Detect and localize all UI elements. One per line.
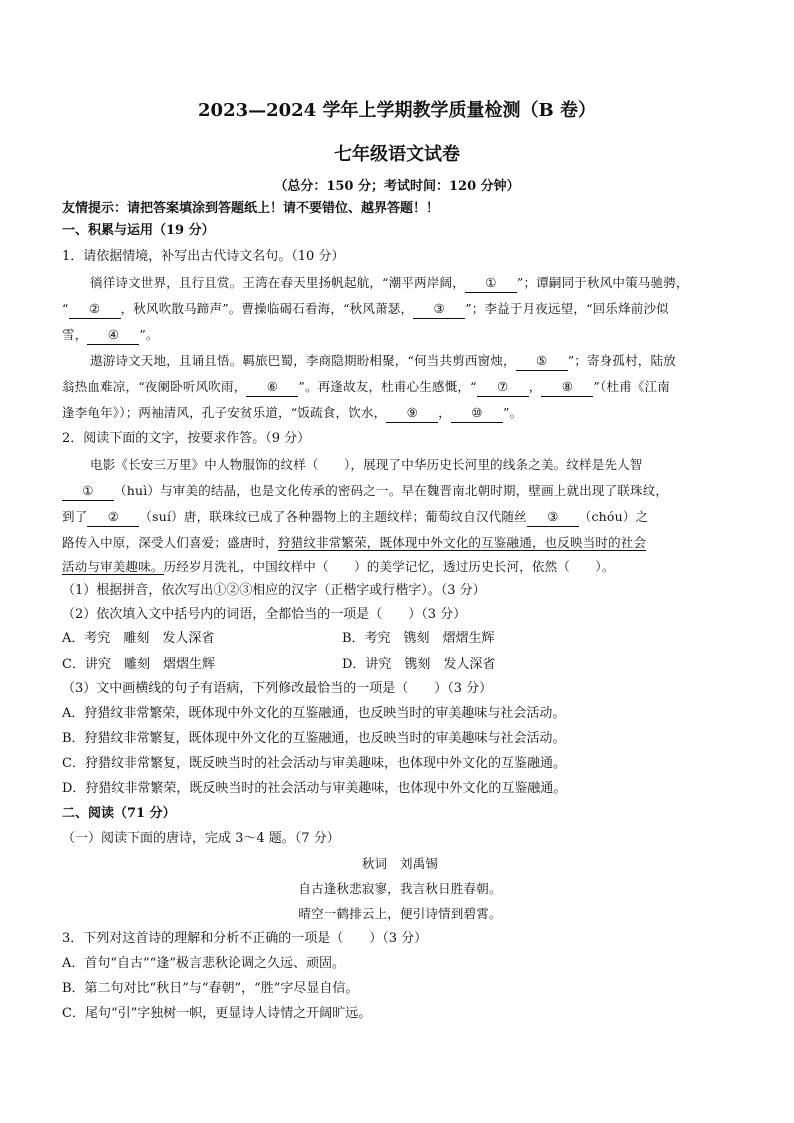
q3-option-a[interactable]: A．首句“自古”“逢”极言悲秋论调之久远、顽固。	[62, 956, 345, 971]
q2-passage-line3: 到了 ② （suí）唐，联珠纹已成了各种器物上的主题纹样；葡萄纹自汉代随丝 ③ （chóu）之	[62, 508, 738, 527]
blank-4[interactable]: ④	[87, 326, 139, 345]
q1-paragraph1-line1: 徜徉诗文世界，且行且赏。王湾在春天里扬帆起航，“潮平两岸阔， ① ”；谭嗣同于秋风中策马驰骋，	[90, 274, 740, 293]
blank-3[interactable]: ③	[413, 300, 465, 319]
q2-sub2: （2）依次填入文中括号内的词语，全都恰当的一项是（ ）（3 分）	[62, 607, 467, 622]
q1-stem: 1．请依据情境，补写出古代诗文名句。（10 分）	[62, 249, 345, 264]
option-d[interactable]: D．讲究 镌刻 发人深省	[342, 657, 496, 672]
q1-paragraph2-line2: 翁热血难凉，“夜阑卧听风吹雨， ⑥ ”。再逢故友，杜甫心生感慨，“ ⑦ ， ⑧ ”（杜甫《江南	[62, 378, 738, 397]
option-b[interactable]: B．考究 镌刻 熠熠生辉	[342, 631, 495, 646]
q2-sub3: （3）文中画横线的句子有语病，下列修改最恰当的一项是（ ）（3 分）	[62, 681, 493, 696]
section1-heading: 一、积累与运用（19 分）	[62, 223, 215, 238]
pinyin-blank-1[interactable]: ①	[62, 482, 114, 501]
section2-part1: （一）阅读下面的唐诗，完成 3～4 题。（7 分）	[62, 831, 340, 846]
exam-info: （总分：150 分；考试时间：120 分钟）	[274, 179, 520, 194]
blank-10[interactable]: ⑩	[451, 404, 503, 423]
q2-sub3-option-c[interactable]: C．狩猎纹非常繁复，既反映当时的社会活动与审美趣味，也体现中外文化的互鉴融通。	[62, 756, 566, 771]
blank-2[interactable]: ②	[69, 300, 121, 319]
q2-sub3-option-b[interactable]: B．狩猎纹非常繁复，既体现中外文化的互鉴融通，也反映当时的审美趣味与社会活动。	[62, 731, 566, 746]
q3-option-b[interactable]: B．第二句对比“秋日”与“春朝”，“胜”字尽显自信。	[62, 981, 359, 996]
q2-passage-line4: 路传入中原，深受人们喜爱；盛唐时，狩猎纹非常繁荣，既体现中外文化的互鉴融通，也反映当时的社会	[62, 535, 647, 550]
pinyin-blank-3[interactable]: ③	[527, 508, 579, 527]
q3-option-c[interactable]: C．尾句“引”字独树一帜，更显诗人诗情之开阔旷远。	[62, 1006, 372, 1021]
q1-paragraph2-line3: 逢李龟年》）；两袖清风，孔子安贫乐道，“饭疏食，饮水， ⑨ ， ⑩ ”。	[62, 404, 738, 423]
q2-stem: 2．阅读下面的文字，按要求作答。（9 分）	[62, 431, 311, 446]
blank-8[interactable]: ⑧	[541, 378, 593, 397]
poem-line2: 晴空一鹤排云上，便引诗情到碧霄。	[298, 906, 502, 921]
underlined-sentence-end: 活动与审美趣味。	[62, 559, 164, 574]
poem-title: 秋词 刘禹锡	[361, 856, 439, 871]
q2-sub3-option-a[interactable]: A．狩猎纹非常繁荣，既体现中外文化的互鉴融通，也反映当时的审美趣味与社会活动。	[62, 706, 566, 721]
underlined-sentence: 狩猎纹非常繁荣，既体现中外文化的互鉴融通，也反映当时的社会	[277, 535, 647, 550]
blank-7[interactable]: ⑦	[477, 378, 529, 397]
q2-passage-line1: 电影《长安三万里》中人物服饰的纹样（ ），展现了中华历史长河里的线条之美。纹样是先人智	[90, 457, 643, 472]
option-c[interactable]: C．讲究 雕刻 熠熠生辉	[62, 657, 215, 672]
q2-sub1: （1）根据拼音，依次写出①②③相应的汉字（正楷字或行楷字）。（3 分）	[62, 583, 486, 598]
poem-line1: 自古逢秋悲寂寥，我言秋日胜春朝。	[298, 881, 502, 896]
option-a[interactable]: A．考究 雕刻 发人深省	[62, 631, 215, 646]
q1-paragraph1-line3: 雪， ④ ”。	[62, 326, 738, 345]
notice: 友情提示：请把答案填涂到答题纸上！请不要错位、越界答题！！	[62, 201, 440, 216]
blank-9[interactable]: ⑨	[386, 404, 438, 423]
q2-sub3-option-d[interactable]: D．狩猎纹非常繁荣，既反映当时的社会活动与审美趣味，也体现中外文化的互鉴融通。	[62, 781, 567, 796]
section2-heading: 二、阅读（71 分）	[62, 806, 176, 821]
blank-5[interactable]: ⑤	[516, 352, 568, 371]
blank-6[interactable]: ⑥	[246, 378, 298, 397]
q2-options-row2	[62, 656, 738, 674]
q3-stem: 3．下列对这首诗的理解和分析不正确的一项是（ ）（3 分）	[62, 931, 428, 946]
q2-passage-line2: ① （huì）与审美的结晶，也是文化传承的密码之一。早在魏晋南北朝时期，壁画上就出现了联珠纹，	[62, 482, 738, 501]
q1-paragraph1-line2: “ ② ，秋风吹散马蹄声”。曹操临碣石看海，“秋风萧瑟， ③ ”；李益于月夜远望，“回乐烽前沙似	[62, 300, 738, 319]
q2-passage-line5: 活动与审美趣味。历经岁月洗礼，中国纹样中（ ）的美学记忆，透过历史长河，依然（ ）。	[62, 559, 615, 574]
pinyin-blank-2[interactable]: ②	[87, 508, 139, 527]
exam-title: 2023—2024 学年上学期教学质量检测（B 卷）	[198, 100, 596, 121]
q2-options-row1	[62, 630, 738, 648]
blank-1[interactable]: ①	[465, 274, 517, 293]
exam-subtitle: 七年级语文试卷	[334, 144, 460, 165]
q1-paragraph2-line1: 遨游诗文天地，且诵且悟。羁旅巴蜀，李商隐期盼相聚，“何当共剪西窗烛， ⑤ ”；寄身孤村，陆放	[90, 352, 740, 371]
